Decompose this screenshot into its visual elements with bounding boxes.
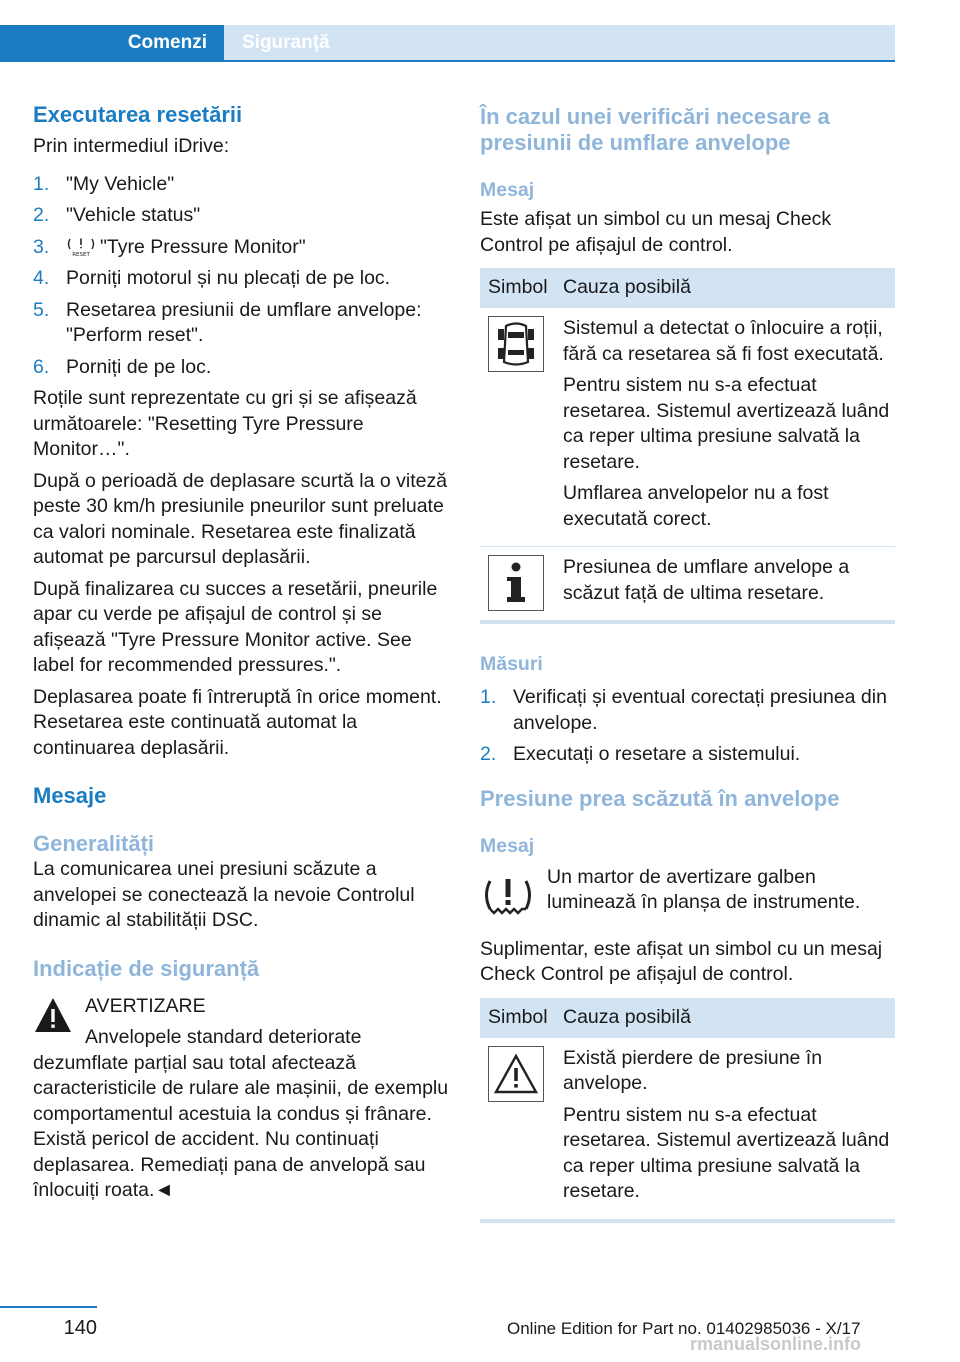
col-symbol: Simbol	[480, 268, 555, 308]
table-header	[480, 268, 895, 308]
edition-text: Online Edition for Part no. 01402985036 - X/17	[507, 1319, 861, 1338]
cause-text: Pentru sistem nu s-a efectuat resetarea. Sistemul avertizează luând ca reper ultima presiune salvată la resetare.	[563, 374, 890, 473]
paragraph: Deplasarea poate fi întreruptă în orice moment. Resetarea este continuată automat la continuarea deplasării.	[33, 685, 442, 759]
message-label: Mesaj	[480, 179, 535, 201]
low-pressure-title: Presiune prea scăzută în anvelope	[480, 785, 840, 811]
check-title: În cazul unei verificări necesare a presiunii de umflare anvelope	[480, 104, 830, 155]
check-text: Este afișat un simbol cu un mesaj Check Control pe afișajul de control.	[480, 208, 832, 256]
tyre-pressure-warning-icon	[480, 867, 536, 923]
paragraph: Roțile sunt reprezentate cu gri și se afișează următoarele: "Resetting Tyre Pressure Monitor…".	[33, 387, 417, 460]
paragraph: După finalizarea cu succes a resetării, pneurile apar cu verde pe afișajul de control și se afișează "Tyre Pressure Monitor active. See label for recommended pressures.".	[33, 577, 438, 676]
list-item: 6. Porniți de pe loc.	[33, 355, 212, 378]
warning-triangle-icon	[33, 996, 73, 1034]
tab-comenzi[interactable]: Comenzi	[0, 25, 224, 61]
warning-label: AVERTIZARE	[85, 994, 206, 1017]
col-cause: Cauza posibilă	[555, 998, 895, 1038]
info-icon	[488, 555, 544, 611]
reset-intro: Prin intermediul iDrive:	[33, 135, 230, 157]
car-tyres-icon	[488, 316, 544, 372]
tab-siguranta[interactable]: Siguranță	[224, 25, 895, 61]
cause-text: Sistemul a detectat o înlocuire a roții, fără ca resetarea să fi fost executată.	[563, 317, 884, 365]
table-header	[480, 998, 895, 1038]
indicator-block	[480, 865, 895, 925]
general-text: La comunicarea unei presiuni scăzute a anvelopei se conectează la nevoie Controlul dinamic al stabilității DSC.	[33, 858, 415, 931]
messages-title: Mesaje	[33, 783, 107, 808]
symbol-table-2	[480, 998, 895, 1223]
footer-divider	[0, 1306, 97, 1308]
col-symbol: Simbol	[480, 998, 555, 1038]
warning-triangle-outline-icon	[488, 1046, 544, 1102]
message-label-2: Mesaj	[480, 834, 535, 857]
reset-title: Executarea resetării	[33, 102, 243, 127]
list-item: 1. Verificați și eventual corectați presiunea din anvelope.	[480, 686, 887, 734]
cause-text: Pentru sistem nu s-a efectuat resetarea. Sistemul avertizează luând ca reper ultima presiune salvată la resetare.	[563, 1103, 890, 1202]
reset-steps	[33, 172, 449, 381]
tyre-reset-icon	[66, 237, 96, 257]
low-text: Suplimentar, este afișat un simbol cu un mesaj Check Control pe afișajul de control.	[480, 937, 883, 985]
header-tabs	[0, 25, 895, 61]
table-row	[480, 547, 895, 623]
page-number: 140	[63, 1317, 97, 1339]
list-item: 1. "My Vehicle"	[33, 172, 175, 195]
list-item: 2. Executați o resetare a sistemului.	[480, 743, 801, 765]
table-row	[480, 308, 895, 547]
cause-text: Presiunea de umflare anvelope a scăzut față de ultima resetare.	[563, 556, 850, 604]
right-column	[480, 100, 895, 1223]
left-column	[33, 100, 449, 1204]
paragraph: După o perioadă de deplasare scurtă la o viteză peste 30 km/h presiunile pneurilor sunt preluate ca valori nominale. Resetarea este finalizată automat pe parcursul deplasării.	[33, 469, 448, 568]
warning-block	[33, 994, 449, 1020]
list-item: 3. RESET "Tyre Pressure Monitor"	[33, 235, 306, 258]
warning-text: Anvelopele standard deteriorate dezumflate parțial sau total afectează caracteristicile de rulare ale mașinii, de exemplu comportamentul acestuia la condus și frânare. Există pericol de accident. Nu continuați deplasarea. Remediați pana de anvelopă sau înlocuiți roata.◄	[33, 1026, 449, 1201]
cause-text: Umflarea anvelopelor nu a fost executată corect.	[563, 482, 829, 530]
measures-list	[480, 685, 895, 768]
col-cause: Cauza posibilă	[555, 268, 895, 308]
cause-text: Există pierdere de presiune în anvelope.	[563, 1046, 823, 1094]
list-item: 4. Porniți motorul și nu plecați de pe loc.	[33, 267, 391, 289]
list-item: 5. Resetarea presiunii de umflare anvelope: "Perform reset".	[33, 298, 422, 346]
safety-title: Indicație de siguranță	[33, 955, 260, 981]
header-divider	[0, 60, 895, 62]
table-row	[480, 1038, 895, 1221]
general-title: Generalități	[33, 831, 155, 856]
list-item: 2. "Vehicle status"	[33, 204, 201, 226]
reset-icon-label: RESET	[72, 251, 90, 257]
measures-title: Măsuri	[480, 653, 543, 675]
symbol-table-1	[480, 268, 895, 624]
watermark: rmanualsonline.info	[690, 1334, 862, 1354]
indicator-text: Un martor de avertizare galben luminează în planșa de instrumente.	[547, 865, 861, 913]
